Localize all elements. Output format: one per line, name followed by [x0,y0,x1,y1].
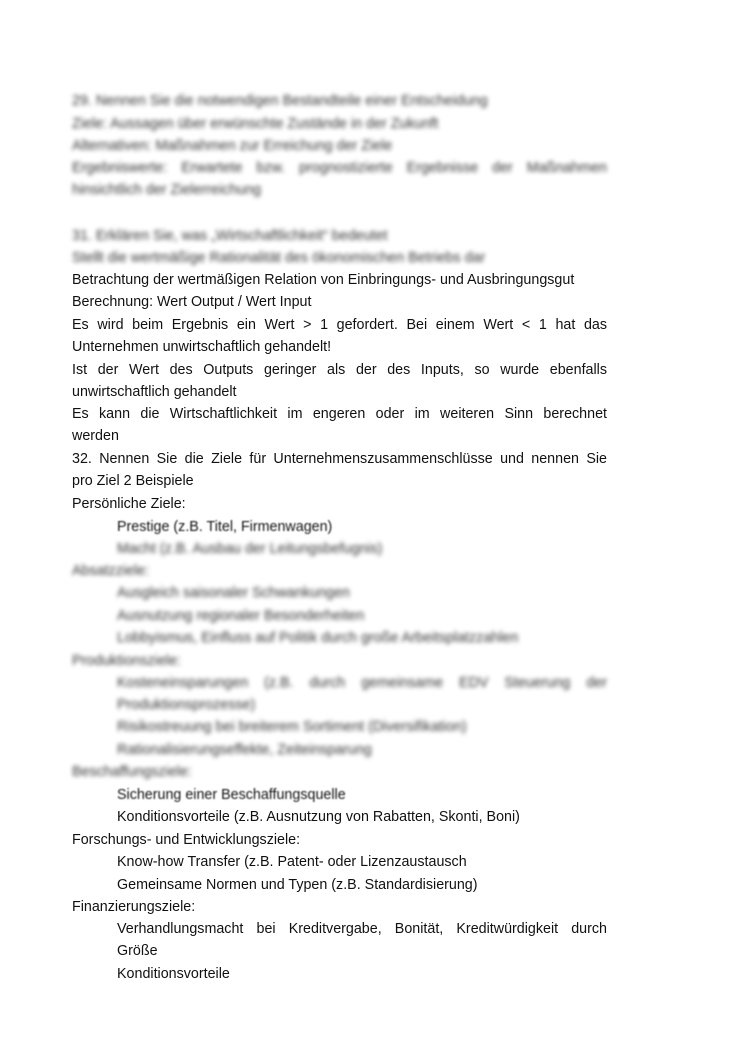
list-item: Know-how Transfer (z.B. Patent- oder Lizenzaustausch [117,854,467,870]
text-line: unwirtschaftlich gehandelt [72,384,237,400]
text-line: pro Ziel 2 Beispiele [72,473,194,489]
text-line: Berechnung: Wert Output / Wert Input [72,294,312,310]
section-label: Absatzziele: [72,563,150,579]
list-item: Sicherung einer Beschaffungsquelle [117,787,346,803]
text-line: Ergebniswerte: Erwartete bzw. prognostizierte Ergebnisse der Maßnahmen [72,160,607,176]
text-line: Unternehmen unwirtschaftlich gehandelt! [72,339,332,355]
list-item: Lobbyismus, Einfluss auf Politik durch große Arbeitsplatzzahlen [117,630,519,646]
list-item: Konditionsvorteile (z.B. Ausnutzung von Rabatten, Skonti, Boni) [117,809,520,825]
list-item: Rationalisierungseffekte, Zeiteinsparung [117,742,372,758]
section-label: Finanzierungsziele: [72,899,196,915]
section-label: Produktionsziele: [72,653,181,669]
list-item: Ausnutzung regionaler Besonderheiten [117,608,365,624]
list-item: Macht (z.B. Ausbau der Leitungsbefugnis) [117,541,383,557]
text-line: Betrachtung der wertmäßigen Relation von Einbringungs- und Ausbringungsgut [72,272,575,288]
list-item: Größe [117,943,158,959]
text-line: Ist der Wert des Outputs geringer als der des Inputs, so wurde ebenfalls [72,362,607,378]
list-item: Kosteneinsparungen (z.B. durch gemeinsame EDV Steuerung der [117,675,607,691]
list-item: Verhandlungsmacht bei Kreditvergabe, Bonität, Kreditwürdigkeit durch [117,921,607,937]
question-32-heading: 32. Nennen Sie die Ziele für Unternehmenszusammenschlüsse und nennen Sie [72,451,607,467]
text-line: Stellt die wertmäßige Rationalität des ökonomischen Betriebs dar [72,250,486,266]
list-item: Ausgleich saisonaler Schwankungen [117,585,350,601]
question-29-heading: 29. Nennen Sie die notwendigen Bestandteile einer Entscheidung [72,93,488,109]
text-line: Es kann die Wirtschaftlichkeit im engeren oder im weiteren Sinn berechnet [72,406,607,422]
list-item: Risikostreuung bei breiterem Sortiment (Diversifikation) [117,719,467,735]
text-line: werden [72,428,119,444]
section-label: Persönliche Ziele: [72,496,186,512]
list-item: Konditionsvorteile [117,966,230,982]
list-item: Produktionsprozesse) [117,697,256,713]
section-label: Forschungs- und Entwicklungsziele: [72,832,301,848]
list-item: Gemeinsame Normen und Typen (z.B. Standardisierung) [117,877,478,893]
list-item: Prestige (z.B. Titel, Firmenwagen) [117,519,333,535]
section-label: Beschaffungsziele: [72,764,192,780]
text-line: Es wird beim Ergebnis ein Wert > 1 gefordert. Bei einem Wert < 1 hat das [72,317,607,333]
text-line: hinsichtlich der Zielerreichung [72,182,262,198]
text-line: Alternativen: Maßnahmen zur Erreichung der Ziele [72,138,393,154]
question-31-heading: 31. Erklären Sie, was „Wirtschaftlichkeit“ bedeutet [72,228,388,244]
text-line: Ziele: Aussagen über erwünschte Zustände in der Zukunft [72,116,439,132]
